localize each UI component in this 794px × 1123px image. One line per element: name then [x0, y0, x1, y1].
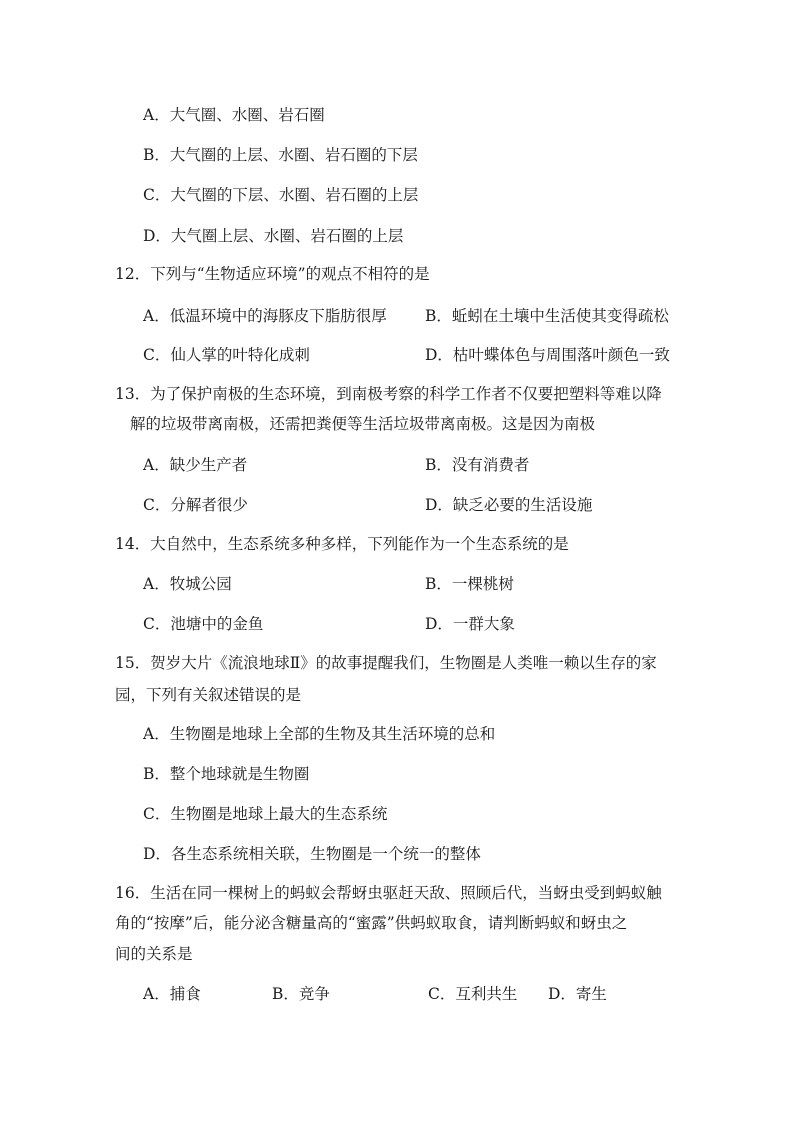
- q13-option-c: C．分解者很少: [143, 496, 248, 514]
- q15-stem-line: 园，下列有关叙述错误的是: [115, 686, 302, 704]
- q15-option-a: A．生物圈是地球上全部的生物及其生活环境的总和: [143, 725, 496, 743]
- q12-option-b: B．蚯蚓在土壤中生活使其变得疏松: [425, 307, 669, 325]
- q14-option-d: D．一群大象: [425, 615, 515, 633]
- q12-option-c: C．仙人掌的叶特化成刺: [143, 346, 310, 364]
- q13-option-b: B．没有消费者: [425, 456, 530, 474]
- q14-option-c: C．池塘中的金鱼: [143, 615, 264, 633]
- q14-stem-line: 14．大自然中，生态系统多种多样，下列能作为一个生态系统的是: [115, 535, 569, 553]
- q11-option-c: C．大气圈的下层、水圈、岩石圈的上层: [143, 186, 419, 204]
- q16-stem-line: 16．生活在同一棵树上的蚂蚁会帮蚜虫驱赶天敌、照顾后代，当蚜虫受到蚂蚁触: [115, 884, 662, 902]
- q12-option-d: D．枯叶蝶体色与周围落叶颜色一致: [425, 346, 670, 364]
- q12-stem-line: 12．下列与“生物适应环境”的观点不相符的是: [115, 265, 430, 283]
- q16-stem-line: 间的关系是: [115, 945, 193, 963]
- q16-option-b: B．竞争: [272, 985, 330, 1003]
- q13-stem-line: 解的垃圾带离南极，还需把粪便等生活垃圾带离南极。这是因为南极: [130, 415, 596, 433]
- q14-option-b: B．一棵桃树: [425, 575, 514, 593]
- q13-option-d: D．缺乏必要的生活设施: [425, 496, 593, 514]
- q13-option-a: A．缺少生产者: [143, 456, 248, 474]
- q15-option-d: D．各生态系统相关联，生物圈是一个统一的整体: [143, 845, 481, 863]
- q16-stem-line: 角的“按摩”后，能分泌含糖量高的“蜜露”供蚂蚁取食，请判断蚂蚁和蚜虫之: [115, 914, 628, 932]
- q16-option-d: D．寄生: [548, 985, 607, 1003]
- q11-option-b: B．大气圈的上层、水圈、岩石圈的下层: [143, 146, 418, 164]
- q11-option-a: A．大气圈、水圈、岩石圈: [143, 106, 325, 124]
- q15-stem-line: 15．贺岁大片《流浪地球Ⅱ》的故事提醒我们，生物圈是人类唯一赖以生存的家: [115, 654, 657, 672]
- q11-option-d: D．大气圈上层、水圈、岩石圈的上层: [143, 227, 404, 245]
- q16-option-c: C．互利共生: [428, 985, 518, 1003]
- q14-option-a: A．牧城公园: [143, 575, 232, 593]
- q12-option-a: A．低温环境中的海豚皮下脂肪很厚: [143, 307, 387, 325]
- q15-option-c: C．生物圈是地球上最大的生态系统: [143, 805, 388, 823]
- q15-option-b: B．整个地球就是生物圈: [143, 765, 310, 783]
- q13-stem-line: 13．为了保护南极的生态环境，到南极考察的科学工作者不仅要把塑料等难以降: [115, 385, 662, 403]
- q16-option-a: A．捕食: [143, 985, 201, 1003]
